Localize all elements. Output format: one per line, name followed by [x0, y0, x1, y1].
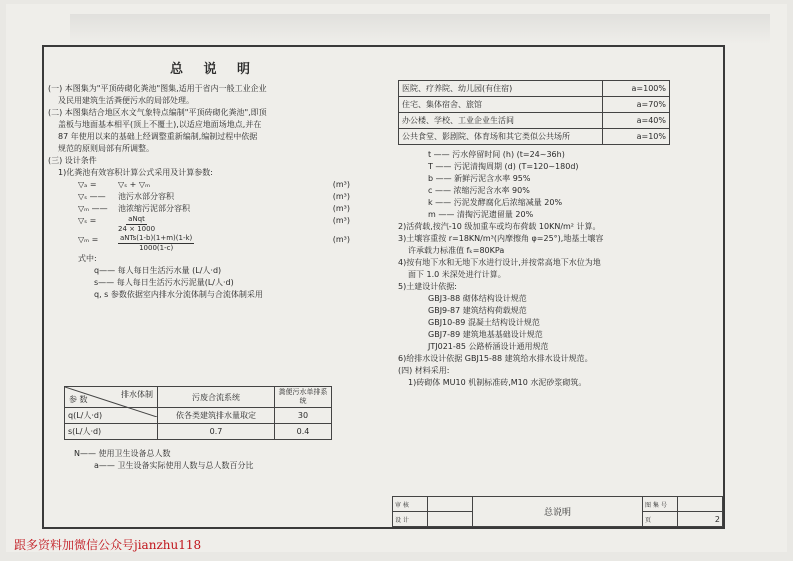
text-line: (二) 本图集结合地区水文气象特点编制"平顶砖砌化粪池",即顶 [48, 108, 267, 117]
table-row [399, 129, 670, 145]
percentage-cell: a=70% [603, 97, 670, 113]
table-col-header-1: 污废合流系统 [158, 387, 275, 408]
title-block [392, 496, 723, 527]
table-cell: q(L/人·d) [65, 408, 158, 424]
text-line: 6)给排水设计依据 GBJ15-88 建筑给水排水设计规范。 [398, 354, 593, 363]
text-line: 4)按有地下水和无地下水进行设计,并按常高地下水位为地 [398, 258, 601, 267]
text-line: k —— 污泥发酵腐化后浓缩减量 20% [428, 198, 563, 207]
title-block-design: 设 计 [393, 512, 428, 527]
text-line: 式中: [78, 254, 97, 263]
bottom-left-text [64, 448, 334, 472]
title-block-blank [428, 497, 473, 512]
formula-vs-lhs: ▽ₛ = [78, 216, 97, 225]
text-line: c —— 浓缩污泥含水率 90% [428, 186, 530, 195]
watermark-text: 跟多资料加微信公众号jianzhu118 [14, 538, 202, 552]
table-row [399, 97, 670, 113]
text-line: N—— 使用卫生设备总人数 [74, 449, 171, 458]
text-line: q—— 每人每日生活污水量 (L/人·d) [94, 266, 222, 275]
table-row [399, 113, 670, 129]
formula-vs-unit: (m³) [332, 216, 350, 225]
formula-unit: (m³) [332, 180, 350, 189]
left-text [48, 83, 380, 179]
formula-lhs: ▽ₛ —— [78, 192, 106, 201]
text-line: 1)化粪池有效容积计算公式采用及计算参数: [58, 168, 213, 177]
text-line: b —— 新鲜污泥含水率 95% [428, 174, 531, 183]
formula-vm-unit: (m³) [332, 235, 350, 244]
text-line: 面下 1.0 米深处进行计算。 [408, 270, 506, 279]
right-text [398, 149, 716, 389]
formula-vs-denominator: 24 × 1000 [118, 225, 156, 233]
text-line: JTJ021-85 公路桥涵设计通用规范 [428, 342, 549, 351]
title-block-table [392, 496, 723, 527]
percentage-cell: a=100% [603, 81, 670, 97]
formula-vs-numerator: aNqt [128, 215, 145, 223]
text-line: t —— 污水停留时间 (h) (t=24~36h) [428, 150, 565, 159]
formula-vm-denominator: 1000(1-c) [139, 244, 174, 252]
building-type-cell: 医院、疗养院、幼儿园(有住宿) [399, 81, 603, 97]
table-row [65, 424, 332, 440]
building-type-cell: 住宅、集体宿舍、旅馆 [399, 97, 603, 113]
parameter-table-wrap [64, 386, 334, 472]
title-block-set-label: 图 集 号 [643, 497, 678, 512]
text-line: 1)砖砌体 MU10 机制标准砖,M10 水泥砂浆砌筑。 [408, 378, 587, 387]
formula-rhs: 池污水部分容积 [118, 192, 174, 201]
formula-vs-fraction [118, 215, 155, 234]
formula-vm-lhs: ▽ₘ = [78, 235, 99, 244]
table-col-header-2: 粪便污水单排系统 [275, 387, 332, 408]
building-type-cell: 公共食堂、影剧院、体育场和其它类似公共场所 [399, 129, 603, 145]
formula-lhs: ▽ₐ = [78, 180, 97, 189]
formula-line [48, 191, 380, 203]
text-line: 及民用建筑生活粪便污水的局部处理。 [58, 96, 194, 105]
title-block-page-label: 页 [643, 512, 678, 527]
table-cell: 0.7 [158, 424, 275, 440]
percentage-cell: a=40% [603, 113, 670, 129]
text-line: (一) 本图集为"平顶砖砌化粪池"图集,适用于省内一般工业企业 [48, 84, 267, 93]
building-type-cell: 办公楼、学校、工业企业生活间 [399, 113, 603, 129]
parameter-table [64, 386, 332, 440]
text-line: T —— 污泥清掏周期 (d) (T=120~180d) [428, 162, 579, 171]
formula-vm [48, 234, 380, 253]
right-column [398, 80, 716, 389]
text-line: 87 年使用以来的基础上经调整重新编制,编制过程中依据 [58, 132, 258, 141]
percentage-cell: a=10% [603, 129, 670, 145]
table-cell: 依各类建筑排水量取定 [158, 408, 275, 424]
formula-vm-fraction [118, 234, 194, 253]
text-line: 规范的原则局部有所调整。 [58, 144, 154, 153]
formula-vs [48, 215, 380, 234]
text-line: (四) 材料采用: [398, 366, 450, 375]
text-line: GBJ9-87 建筑结构荷载规范 [428, 306, 527, 315]
text-line: GBJ7-89 建筑地基基础设计规范 [428, 330, 543, 339]
text-line: s—— 每人每日生活污水污泥量(L/人·d) [94, 278, 234, 287]
formula-lhs: ▽ₘ —— [78, 204, 108, 213]
left-column [48, 58, 380, 301]
diag-top-label: 排水体制 [121, 390, 153, 399]
formula-rhs: ▽ₛ + ▽ₘ [118, 180, 151, 189]
text-line: GBJ3-88 砌体结构设计规范 [428, 294, 527, 303]
title-block-review: 审 核 [393, 497, 428, 512]
text-line: a—— 卫生设备实际使用人数与总人数百分比 [94, 461, 254, 470]
text-line: m —— 清掏污泥遗留量 20% [428, 210, 534, 219]
text-line: 2)活荷载,按汽-10 级加重车或均布荷载 10KN/m² 计算。 [398, 222, 601, 231]
formula-rhs: 池浓缩污泥部分容积 [118, 204, 190, 213]
table-cell: 30 [275, 408, 332, 424]
formula-unit: (m³) [332, 192, 350, 201]
formula-block [48, 179, 380, 215]
text-line: 3)土壤容重按 r=18KN/m³(内摩擦角 φ=25°),地基土壤容 [398, 234, 604, 243]
formula-unit: (m³) [332, 204, 350, 213]
title-block-page: 2 [678, 512, 723, 527]
text-line: GBJ10-89 混凝土结构设计规范 [428, 318, 540, 327]
title-block-set [678, 497, 723, 512]
table-cell: 0.4 [275, 424, 332, 440]
formula-line [48, 203, 380, 215]
usage-percentage-table [398, 80, 670, 145]
text-line: (三) 设计条件 [48, 156, 97, 165]
table-cell: s(L/人·d) [65, 424, 158, 440]
diag-bottom-label: 参 数 [69, 395, 88, 404]
bleed-through-header [70, 14, 770, 44]
text-line: 盖板与地面基本相平(顶上不覆土),以适应地面场地点,并在 [58, 120, 262, 129]
text-line: 许承载力标准值 fₖ=80KPa [408, 246, 505, 255]
table-row [399, 81, 670, 97]
table-diagonal-header [65, 387, 158, 408]
where-text [48, 253, 380, 301]
text-line: 5)土建设计依据: [398, 282, 457, 291]
title-block-name: 总说明 [473, 497, 643, 527]
page-title: 总 说 明 [169, 62, 259, 77]
title-block-blank2 [428, 512, 473, 527]
formula-line [48, 179, 380, 191]
formula-vm-numerator: aNTs(1-b)(1+m)(1-k) [120, 234, 193, 242]
text-line: q, s 参数依据室内排水分流体制与合流体制采用 [94, 290, 263, 299]
